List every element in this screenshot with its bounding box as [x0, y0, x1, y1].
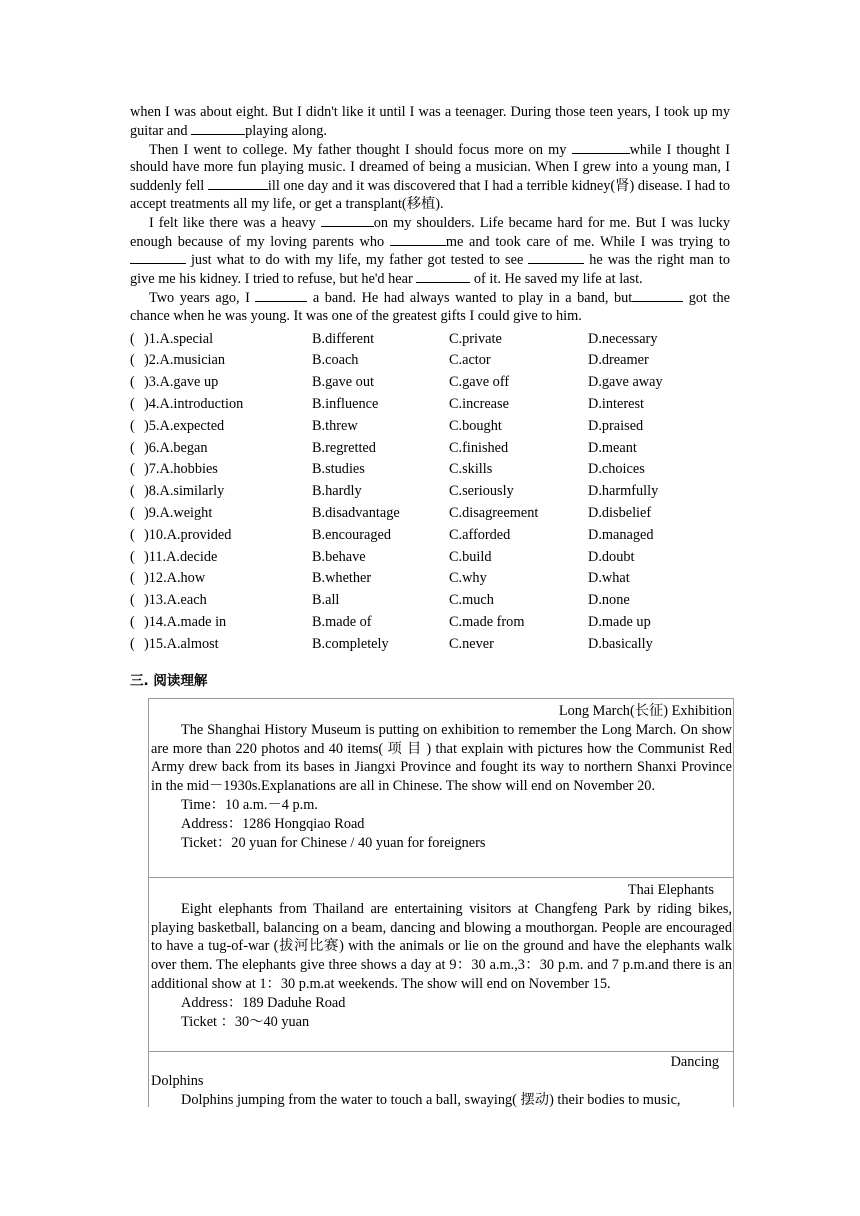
answer-paren: (: [130, 526, 135, 543]
option-c: C.disagreement: [449, 504, 539, 521]
option-d: D.necessary: [588, 330, 658, 347]
option-c: C.made from: [449, 613, 525, 630]
text-segment: on my shoulders. Life became hard for me. But I was lucky enough because of my loving parents who: [130, 214, 731, 250]
option-row: [130, 329, 730, 351]
answer-paren: (: [130, 352, 135, 369]
text-segment: me and took care of me. While I was trying to: [445, 233, 730, 250]
option-row: [130, 350, 730, 372]
ad-title-part2: Dolphins: [151, 1072, 204, 1089]
option-a: 2.A.musician: [148, 352, 226, 369]
options-table: [130, 329, 730, 656]
reading-ads-table: [148, 698, 734, 1107]
ad-long-march: [149, 699, 733, 878]
option-a: 12.A.how: [148, 570, 206, 587]
option-row: [130, 416, 730, 438]
option-c: C.private: [449, 330, 502, 347]
text-segment: of it. He saved my life at last.: [470, 271, 643, 288]
question-cell: [130, 481, 312, 503]
option-d: D.none: [588, 592, 630, 609]
option-b: B.threw: [312, 417, 358, 434]
option-c: C.much: [449, 592, 494, 609]
answer-paren: ): [144, 526, 149, 543]
option-b: B.different: [312, 330, 375, 347]
option-row: [130, 612, 730, 634]
option-row: [130, 481, 730, 503]
answer-paren: (: [130, 592, 135, 609]
answer-blank: [191, 122, 245, 135]
answer-paren: (: [130, 483, 135, 500]
answer-paren: ): [144, 483, 149, 500]
option-b: B.completely: [312, 635, 389, 652]
option-row: [130, 503, 730, 525]
answer-paren: (: [130, 439, 135, 456]
question-cell: [130, 590, 312, 612]
ad-title-part1: Dancing: [670, 1054, 719, 1070]
ad-dancing-dolphins: [149, 1052, 733, 1107]
ad-ticket: Ticket：20 yuan for Chinese / 40 yuan for foreigners: [181, 834, 486, 851]
answer-paren: ): [144, 461, 149, 478]
ad-body: Eight elephants from Thailand are entertaining visitors at Changfeng Park by riding bikes, playing basketball, balancing on a beam, dancing and blowing a mouthorgan. People are encouraged to have a tug-of-war (拔河比赛) with the animals or lie on the ground and have the elephants walk over them. The elephants give three shows a day at 9：30 a.m.,3：30 p.m. and 7 p.m.and there is an additional show at 1：30 p.m.at weekends. The show will end on November 15.: [151, 900, 732, 992]
answer-blank: [255, 289, 307, 302]
ad-address: Address：1286 Hongqiao Road: [181, 815, 365, 832]
passage-paragraph-2: [130, 141, 730, 214]
option-a: 15.A.almost: [148, 635, 219, 652]
option-d: D.interest: [588, 395, 644, 412]
option-c: C.afforded: [449, 526, 511, 543]
option-a: 4.A.introduction: [148, 395, 244, 412]
option-b: B.made of: [312, 613, 372, 630]
answer-paren: ): [144, 352, 149, 369]
option-a: 6.A.began: [148, 439, 208, 456]
text-segment: when I was about eight. But I didn't like it until I was a teenager. During those teen years, I took up my guitar and: [130, 104, 730, 139]
text-segment: a band. He had always wanted to play in a band, but: [307, 289, 633, 306]
question-cell: [130, 438, 312, 460]
question-cell: [130, 525, 312, 547]
option-d: D.choices: [588, 461, 645, 478]
ad-thai-elephants: [149, 878, 733, 1052]
passage-paragraph-3: [130, 214, 730, 289]
option-b: B.whether: [312, 570, 372, 587]
option-d: D.harmfully: [588, 483, 659, 500]
option-d: D.what: [588, 570, 630, 587]
option-a: 9.A.weight: [148, 504, 213, 521]
option-d: D.basically: [588, 635, 653, 652]
option-a: 5.A.expected: [148, 417, 225, 434]
option-row: [130, 372, 730, 394]
answer-paren: ): [144, 417, 149, 434]
option-d: D.praised: [588, 417, 644, 434]
option-d: D.managed: [588, 526, 654, 543]
option-c: C.never: [449, 635, 494, 652]
option-row: [130, 394, 730, 416]
answer-blank: [390, 233, 446, 246]
option-c: C.increase: [449, 395, 509, 412]
text-segment: ill one day and it was discovered that I had a terrible kidney(肾) disease. I had to accept treatments all my life, or get a transplant(移植).: [130, 178, 730, 212]
option-d: D.meant: [588, 439, 637, 456]
answer-paren: ): [144, 613, 149, 630]
answer-paren: ): [144, 592, 149, 609]
option-d: D.dreamer: [588, 352, 649, 369]
answer-paren: ): [144, 548, 149, 565]
option-c: C.gave off: [449, 374, 510, 391]
answer-paren: ): [144, 395, 149, 412]
question-cell: [130, 612, 312, 634]
question-cell: [130, 329, 312, 351]
ad-address: Address：189 Daduhe Road: [181, 994, 346, 1011]
option-d: D.gave away: [588, 374, 663, 391]
answer-blank: [130, 251, 186, 264]
ad-title: Thai Elephants: [627, 882, 714, 898]
option-b: B.encouraged: [312, 526, 391, 543]
option-c: C.build: [449, 548, 492, 565]
question-cell: [130, 394, 312, 416]
option-row: [130, 590, 730, 612]
option-c: C.skills: [449, 461, 493, 478]
option-d: D.made up: [588, 613, 651, 630]
question-cell: [130, 350, 312, 372]
option-row: [130, 459, 730, 481]
option-a: 3.A.gave up: [148, 374, 219, 391]
question-cell: [130, 568, 312, 590]
question-cell: [130, 634, 312, 656]
option-a: 13.A.each: [148, 592, 207, 609]
option-b: B.disadvantage: [312, 504, 400, 521]
answer-paren: (: [130, 548, 135, 565]
option-row: [130, 634, 730, 656]
answer-paren: ): [144, 570, 149, 587]
option-b: B.coach: [312, 352, 359, 369]
answer-paren: ): [144, 374, 149, 391]
answer-paren: (: [130, 504, 135, 521]
option-b: B.gave out: [312, 374, 374, 391]
option-a: 7.A.hobbies: [148, 461, 218, 478]
ad-title: Long March(长征) Exhibition: [558, 703, 732, 719]
option-c: C.finished: [449, 439, 509, 456]
text-segment: I felt like there was a heavy: [149, 214, 321, 231]
option-c: C.seriously: [449, 483, 514, 500]
option-row: [130, 547, 730, 569]
text-segment: Two years ago, I: [149, 289, 256, 306]
option-a: 8.A.similarly: [148, 483, 225, 500]
answer-blank: [528, 251, 584, 264]
text-segment: while I thought I should have more fun playing music. I dreamed of being a musician. When I grew into a young man, I suddenly fell: [130, 141, 730, 195]
passage-paragraph-4: [130, 289, 730, 326]
answer-blank: [416, 270, 470, 283]
option-a: 10.A.provided: [148, 526, 232, 543]
option-d: D.disbelief: [588, 504, 652, 521]
option-b: B.regretted: [312, 439, 376, 456]
answer-paren: (: [130, 395, 135, 412]
ad-body: Dolphins jumping from the water to touch a ball, swaying( 摆动) their bodies to music,: [181, 1091, 681, 1107]
section-title: 三. 阅读理解: [130, 672, 208, 689]
option-b: B.hardly: [312, 483, 362, 500]
answer-paren: (: [130, 417, 135, 434]
question-cell: [130, 372, 312, 394]
option-a: 1.A.special: [148, 330, 214, 347]
answer-paren: ): [144, 635, 149, 652]
ad-ticket: Ticket ：30～40 yuan: [181, 1013, 310, 1030]
document-page: [130, 104, 730, 690]
answer-paren: ): [144, 439, 149, 456]
answer-paren: ): [144, 504, 149, 521]
answer-paren: (: [130, 461, 135, 478]
answer-paren: (: [130, 635, 135, 652]
option-a: 14.A.made in: [148, 613, 227, 630]
answer-blank: [632, 289, 683, 302]
option-b: B.all: [312, 592, 340, 609]
text-segment: he was the right man to give me his kidney. I tried to refuse, but he'd hear: [130, 252, 730, 288]
ad-body: The Shanghai History Museum is putting on exhibition to remember the Long March. On show are more than 220 photos and 40 items( 项 目 ) that explain with pictures how the Communist Red Army drew back from its bases in Jiangxi Province and fought its way to northern Shanxi Province in the mid－1930s.Explanations are all in Chinese. The show will end on November 20.: [151, 721, 732, 795]
option-a: 11.A.decide: [148, 548, 218, 565]
answer-blank: [572, 141, 630, 154]
option-c: C.why: [449, 570, 487, 587]
option-row: [130, 568, 730, 590]
option-b: B.influence: [312, 395, 379, 412]
question-cell: [130, 503, 312, 525]
text-segment: Then I went to college. My father thought I should focus more on my: [149, 141, 572, 158]
text-segment: playing along.: [245, 122, 327, 139]
answer-paren: (: [130, 613, 135, 630]
answer-paren: (: [130, 374, 135, 391]
option-b: B.behave: [312, 548, 366, 565]
text-segment: got the chance when he was young. It was one of the greatest gifts I could give to him.: [130, 289, 730, 324]
ad-time: Time：10 a.m.－4 p.m.: [181, 796, 318, 813]
text-segment: just what to do with my life, my father got tested to see: [186, 252, 529, 269]
option-c: C.bought: [449, 417, 502, 434]
question-cell: [130, 416, 312, 438]
option-c: C.actor: [449, 352, 491, 369]
question-cell: [130, 547, 312, 569]
answer-blank: [321, 214, 374, 227]
question-cell: [130, 459, 312, 481]
answer-paren: ): [144, 330, 149, 347]
option-d: D.doubt: [588, 548, 635, 565]
option-b: B.studies: [312, 461, 365, 478]
answer-paren: (: [130, 330, 135, 347]
passage-paragraph-1: [130, 104, 730, 141]
answer-paren: (: [130, 570, 135, 587]
answer-blank: [208, 177, 268, 190]
option-row: [130, 525, 730, 547]
option-row: [130, 438, 730, 460]
